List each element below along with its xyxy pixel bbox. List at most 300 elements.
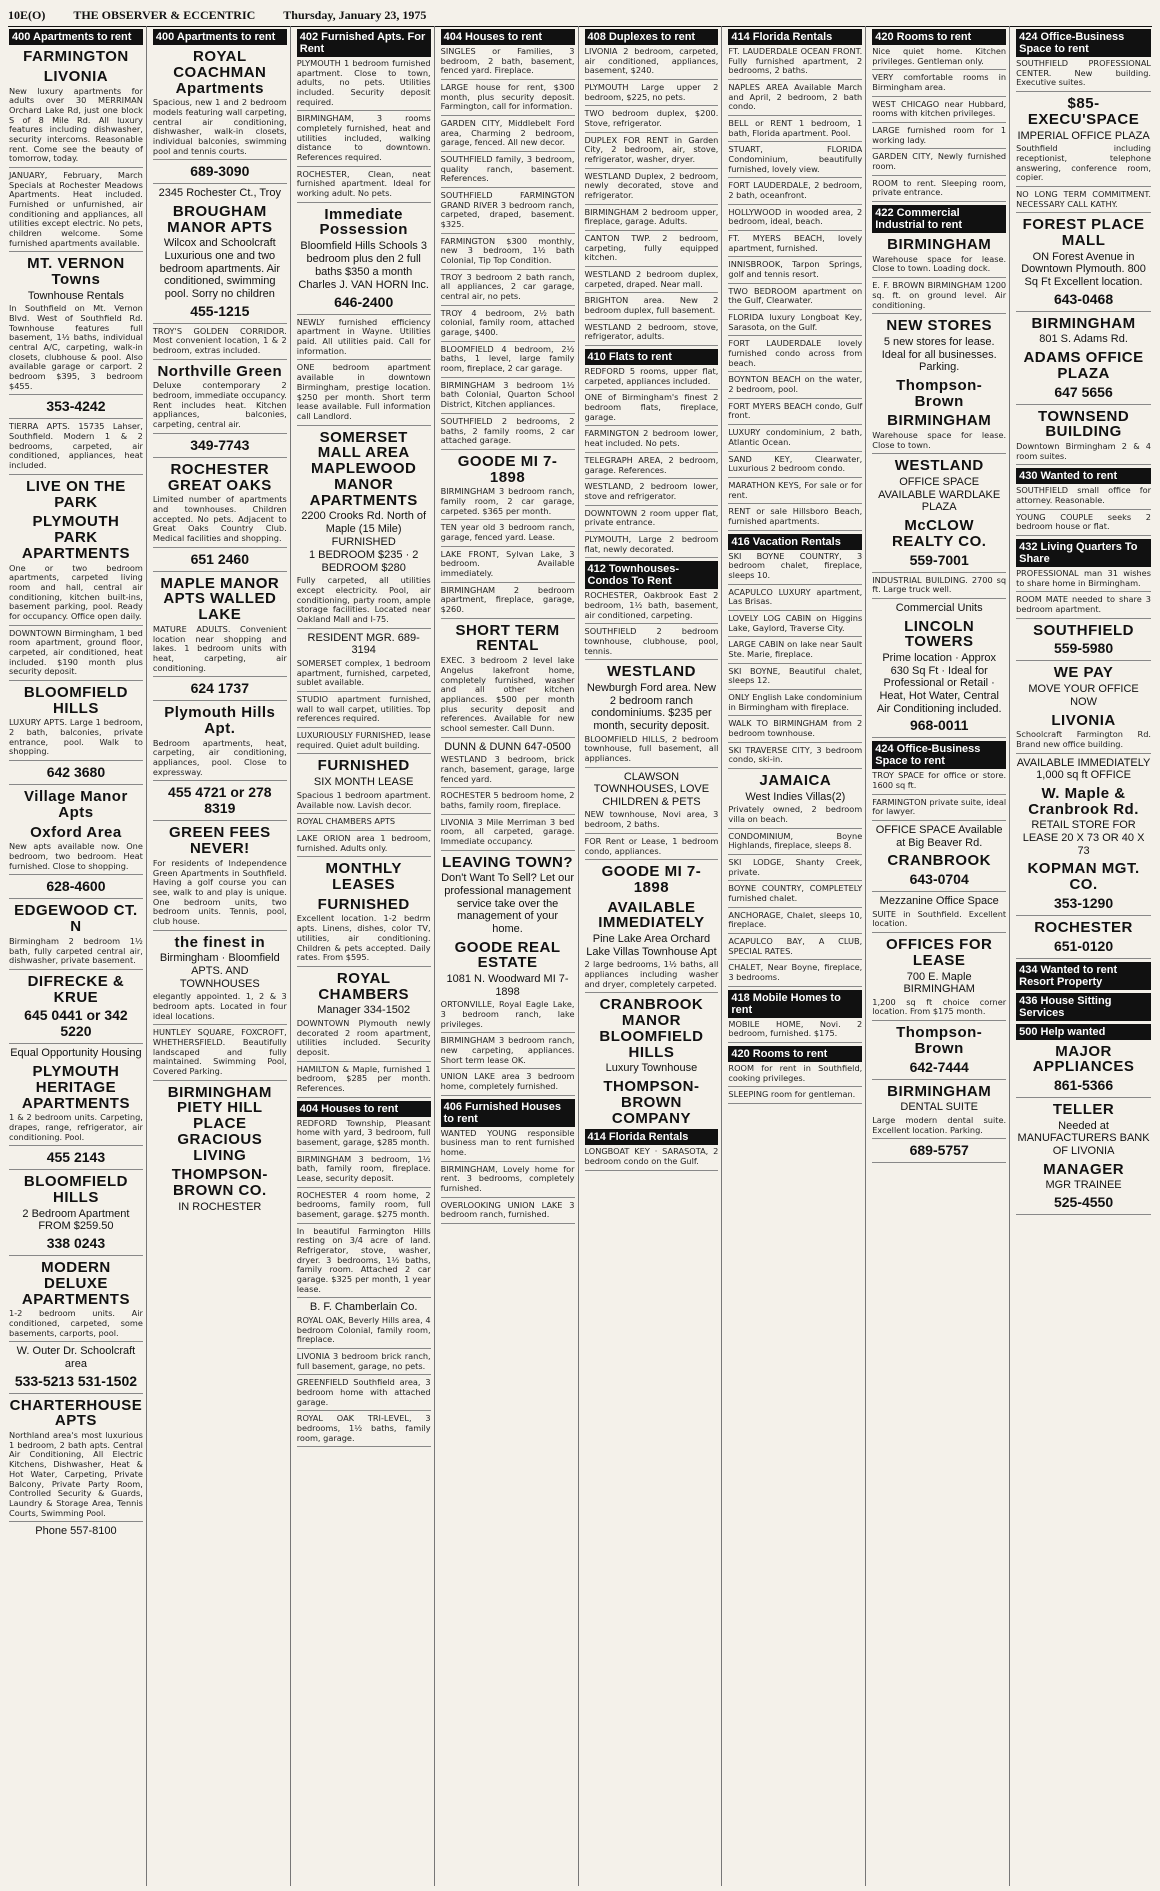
divider	[585, 425, 719, 426]
ad-subline: Luxury Townhouse	[605, 1062, 698, 1075]
section-header: 400 Apartments to rent	[153, 29, 287, 45]
ad-subline: DUNN & DUNN 647-0500	[444, 740, 571, 753]
phone-number: 689-3090	[190, 163, 250, 180]
ad-subline: RESIDENT MGR. 689-3194	[307, 631, 420, 657]
divider	[441, 1223, 575, 1224]
divider	[297, 727, 431, 728]
classified-ad: FLORIDA luxury Longboat Key, Sarasota, on the Gulf.	[728, 312, 863, 332]
ad-headline: CHARTERHOUSE APTS	[9, 1396, 143, 1430]
divider	[585, 859, 719, 860]
classified-ad: ANCHORAGE, Chalet, sleeps 10, fireplace.	[728, 909, 863, 930]
ad-subline: 700 E. Maple BIRMINGHAM	[903, 970, 975, 996]
section-header: 404 Houses to rent	[297, 1101, 431, 1117]
divider	[1016, 660, 1151, 661]
ad-headline: CRANBROOK MANOR BLOOMFIELD HILLS	[599, 996, 704, 1061]
ad-subline: IMPERIAL OFFICE PLAZA	[1017, 129, 1150, 142]
divider	[441, 269, 575, 270]
divider	[297, 425, 431, 426]
classified-ad: TEN year old 3 bedroom ranch, garage, fenced yard. Lease.	[440, 522, 575, 543]
divider	[153, 780, 287, 781]
ad-headline: Plymouth Hills Apt.	[164, 704, 276, 737]
divider	[585, 168, 719, 169]
section-header: 402 Furnished Apts. For Rent	[297, 29, 431, 57]
divider	[872, 598, 1006, 599]
classified-ad: DOWNTOWN 2 room upper flat, private entrance.	[584, 507, 719, 528]
ad-subline: Equal Opportunity Housing	[10, 1047, 142, 1060]
ad-headline: BLOOMFIELD HILLS	[23, 683, 129, 717]
divider	[9, 1255, 143, 1256]
classified-ad: SAND KEY, Clearwater, Luxurious 2 bedroom condo.	[728, 453, 863, 474]
ad-subline: Birmingham · Bloomfield APTS. AND TOWNHOUSES	[159, 952, 280, 990]
divider	[297, 1348, 431, 1349]
classified-ad: BOYNE COUNTRY, COMPLETELY furnished chalet.	[728, 883, 863, 904]
classified-ad: LUXURIOUSLY FURNISHED, lease required. Quiet adult building.	[296, 730, 431, 750]
divider	[297, 1097, 431, 1098]
divider	[728, 230, 862, 231]
ad-headline: TELLER	[1052, 1101, 1115, 1119]
divider	[728, 451, 862, 452]
classified-ad: ROCHESTER 5 bedroom home, 2 baths, family room, fireplace.	[440, 790, 575, 810]
phone-number: 525-4550	[1053, 1194, 1114, 1211]
divider	[728, 854, 862, 855]
divider	[9, 680, 143, 681]
ad-subline: Newburgh Ford area. New 2 bedroom ranch condominiums. $235 per month, security deposit.	[586, 681, 716, 732]
classified-ad: SOUTHFIELD family, 3 bedroom, quality ranch, basement. References.	[440, 154, 575, 184]
classified-ad: ROOM for rent in Southfield, cooking privileges.	[728, 1063, 863, 1083]
classified-ad: BIRMINGHAM, Lovely home for rent. 3 bedrooms, completely furnished.	[440, 1163, 575, 1194]
divider	[728, 477, 862, 478]
divider	[153, 1080, 287, 1081]
classified-ad: ROOM to rent. Sleeping room, private entrance.	[872, 177, 1007, 198]
classified-ad: STUDIO apartment furnished, wall to wall carpet, utilities. Top references required.	[296, 694, 431, 724]
divider	[9, 1145, 143, 1146]
phone-number: 643-0468	[1053, 290, 1114, 307]
divider	[728, 398, 862, 399]
divider	[585, 1170, 719, 1171]
ad-headline: BROUGHAM MANOR APTS	[167, 202, 273, 236]
section-header: 406 Furnished Houses to rent	[441, 1099, 575, 1127]
divider	[585, 557, 719, 558]
divider	[9, 625, 143, 626]
classified-ad: LARGE furnished room for 1 working lady.	[872, 125, 1007, 145]
classified-ad: TROY'S GOLDEN CORRIDOR. Most convenient location, 1 & 2 bedroom, extras included.	[152, 325, 287, 355]
divider	[441, 1095, 575, 1096]
classified-ad: Limited number of apartments and townhouses. Children accepted. No pets. Adjacent to Great Oaks Country Club. Medical facilities and shopping.	[152, 494, 287, 543]
divider	[872, 1162, 1006, 1163]
divider	[153, 359, 287, 360]
ad-headline: MAJOR APPLIANCES	[1032, 1042, 1135, 1076]
ad-headline: NEW STORES	[886, 317, 992, 335]
divider	[153, 820, 287, 821]
divider	[153, 547, 287, 548]
classified-ad: TWO BEDROOM apartment on the Gulf, Clearwater.	[728, 285, 863, 306]
ad-headline: ROCHESTER GREAT OAKS	[167, 460, 272, 494]
divider	[728, 283, 862, 284]
divider	[585, 319, 719, 320]
classified-ad: CANTON TWP. 2 bedroom, carpeting, fully equipped kitchen.	[584, 233, 719, 263]
classified-ad: LARGE house for rent, $300 month, plus security deposit. Farmington, call for information.	[440, 82, 575, 112]
divider	[9, 1043, 143, 1044]
ad-headline: LINCOLN TOWERS	[904, 617, 975, 651]
phone-number: 455-1215	[190, 302, 250, 319]
phone-number: 647 5656	[1054, 383, 1113, 400]
divider	[872, 572, 1006, 573]
divider	[441, 850, 575, 851]
classified-ad: TIERRA APTS. 15735 Lahser, Southfield. Modern 1 & 2 bedrooms, carpeted, air conditioned, appliances, heat included.	[9, 421, 143, 471]
divider	[9, 874, 143, 875]
classified-ad: TWO bedroom duplex, $200. Stove, refrigerator.	[584, 108, 719, 129]
classified-ad: FARMINGTON 2 bedroom lower, heat included. No pets.	[584, 428, 719, 449]
classified-columns	[6, 26, 1154, 1886]
divider	[441, 1161, 575, 1162]
classified-ad: WESTLAND 3 bedroom, brick ranch, basement, garage, large fenced yard.	[440, 754, 575, 784]
divider	[441, 233, 575, 234]
classified-ad: BIRMINGHAM 3 bedroom ranch, new carpeting, appliances. Short term lease OK.	[440, 1035, 575, 1065]
divider	[728, 715, 862, 716]
ad-subline: 2 Bedroom Apartment FROM $259.50	[22, 1207, 130, 1233]
classified-ad: CONDOMINIUM, Boyne Highlands, fireplace, sleeps 8.	[728, 830, 863, 851]
ad-headline: GREEN FEES NEVER!	[168, 824, 271, 858]
ad-subline: Wilcox and Schoolcraft Luxurious one and two bedroom apartments. Air conditioned, swimming pool. Sorry no children	[159, 237, 281, 300]
classified-ad: Downtown Birmingham 2 & 4 room suites.	[1016, 441, 1151, 461]
divider	[872, 313, 1006, 314]
divider	[1016, 958, 1151, 959]
classified-ad: TROY 4 bedroom, 2½ bath colonial, family room, attached garage, $400.	[440, 307, 575, 338]
divider	[441, 1032, 575, 1033]
divider	[1016, 91, 1151, 92]
divider	[441, 787, 575, 788]
classified-ad: WESTLAND, 2 bedroom lower, stove and refrigerator.	[584, 481, 719, 501]
phone-number: 455 2143	[46, 1149, 106, 1166]
classified-ad: SOUTHFIELD small office for attorney. Reasonable.	[1016, 485, 1151, 506]
ad-subline: Pine Lake Area Orchard Lake Villas Townhouse Apt	[586, 933, 717, 958]
classified-ad: LIVONIA 3 Mile Merriman 3 bed room, all carpeted, garage. Immediate occupancy.	[440, 816, 575, 846]
ad-subline: OFFICE SPACE AVAILABLE WARDLAKE PLAZA	[878, 476, 1001, 514]
divider	[728, 986, 862, 987]
classified-ad: BRIGHTON area. New 2 bedroom duplex, full basement.	[584, 295, 719, 316]
section-header: 418 Mobile Homes to rent	[728, 990, 862, 1018]
divider	[297, 1446, 431, 1447]
divider	[153, 571, 287, 572]
divider	[1016, 915, 1151, 916]
divider	[297, 314, 431, 315]
divider	[1016, 509, 1151, 510]
phone-number: 353-4242	[46, 398, 106, 415]
classified-ad: WALK TO BIRMINGHAM from 2 bedroom townhouse.	[728, 718, 863, 738]
divider	[872, 737, 1006, 738]
ad-headline: CRANBROOK	[887, 852, 992, 870]
ad-headline: TOWNSEND BUILDING	[1037, 407, 1130, 441]
classified-ad: REDFORD Township, Pleasant home with yard, 3 bedroom, full basement, garage, $285 month.	[296, 1117, 431, 1148]
divider	[728, 371, 862, 372]
classified-ad: ROCHESTER, Oakbrook East 2 bedroom, 1½ bath, basement, air conditioned, carpeting.	[584, 590, 719, 620]
divider	[441, 1197, 575, 1198]
divider	[297, 1061, 431, 1062]
section-header: 424 Office-Business Space to rent	[872, 741, 1006, 769]
phone-number: 861-5366	[1053, 1077, 1114, 1094]
divider	[297, 1410, 431, 1411]
classified-ad: LUXURY condominium, 2 bath, Atlantic Ocean.	[728, 427, 863, 447]
column-3	[294, 26, 435, 1886]
ad-headline: ROYAL CHAMBERS	[318, 969, 410, 1003]
divider	[1016, 535, 1151, 536]
ad-headline: BIRMINGHAM	[887, 412, 992, 430]
classified-ad: One or two bedroom apartments, carpeted living room and hall, central air conditioning, kitchen built-ins, basement parking, pool. Ready for occupancy. Office open daily.	[9, 562, 143, 621]
divider	[153, 159, 287, 160]
classified-ad: STUART, FLORIDA Condominium, beautifully furnished, lovely view.	[728, 144, 863, 174]
divider	[153, 323, 287, 324]
divider	[585, 833, 719, 834]
divider	[728, 1103, 862, 1104]
divider	[728, 689, 862, 690]
column-7	[869, 26, 1010, 1886]
ad-headline: FURNISHED	[317, 895, 410, 913]
divider	[441, 737, 575, 738]
classified-ad: BIRMINGHAM 3 bedroom, 1½ bath, family room, fireplace. Lease, security deposit.	[296, 1153, 431, 1184]
classified-ad: elegantly appointed. 1, 2 & 3 bedroom apts. Located in four ideal locations.	[152, 991, 287, 1021]
classified-ad: ONE bedroom apartment available in downtown Birmingham, prestige location. $250 per month. Short term lease available. Full information call Landlord.	[296, 362, 431, 421]
divider	[9, 760, 143, 761]
phone-number: 338 0243	[46, 1235, 106, 1252]
classified-ad: Spacious, new 1 and 2 bedroom models featuring wall carpeting, central air conditioning, dishwasher, walk-in closets, individual balconies, swimming pool and tennis courts.	[152, 97, 287, 156]
divider	[728, 907, 862, 908]
divider	[9, 898, 143, 899]
ad-headline: BLOOMFIELD HILLS	[23, 1173, 129, 1207]
phone-number: 651 2460	[190, 550, 250, 567]
classified-ad: DUPLEX FOR RENT in Garden City, 2 bedroom, air, stove, refrigerator, washer, dryer.	[584, 134, 719, 165]
divider	[441, 1068, 575, 1069]
classified-ad: LUXURY APTS. Large 1 bedroom, 2 bath, balconies, private entrance, pool. Walk to shopping.	[9, 717, 143, 757]
ad-headline: LIVONIA	[1051, 711, 1116, 729]
classified-ad: For residents of Independence Green Apartments in Southfield. Having a golf course you can see, walk to and play is unique. One bedroom units, two bedroom units. Tennis, pool, club house.	[152, 857, 287, 926]
phone-number: 642-7444	[909, 1058, 969, 1075]
classified-ad: LIVONIA 2 bedroom, carpeted, air conditioned, appliances, basement, $240.	[584, 46, 719, 76]
classified-ad: ONE of Birmingham's finest 2 bedroom flats, fireplace, garage.	[584, 392, 719, 422]
ad-headline: KOPMAN MGT. CO.	[1027, 860, 1140, 894]
classified-ad: In beautiful Farmington Hills resting on 3/4 acre of land. Refrigerator, stove, washer, dryer. 3 bedrooms, 1½ baths, family room. Attached 2 car garage. $325 per month, 1 year lease.	[296, 1225, 431, 1294]
section-header: 408 Duplexes to rent	[585, 29, 719, 45]
ad-subline: 1081 N. Woodward MI 7-1898	[446, 973, 569, 998]
classified-ad: FORT LAUDERDALE, 2 bedroom, 2 bath, oceanfront.	[728, 180, 863, 201]
classified-ad: ONLY English Lake condominium in Birmingham with fireplace.	[728, 691, 863, 712]
divider	[153, 457, 287, 458]
classified-ad: FARMINGTON $300 monthly, new 3 bedroom, 1½ bath Colonial, Tip Top Condition.	[440, 235, 575, 266]
ad-headline: MT. VERNON Towns	[27, 255, 125, 288]
divider	[297, 628, 431, 629]
column-1	[6, 26, 147, 1886]
phone-number: 968-0011	[909, 717, 969, 734]
classified-ad: CHALET, Near Boyne, fireplace, 3 bedrooms.	[728, 962, 863, 983]
divider	[872, 1079, 1006, 1080]
ad-subline: Bloomfield Hills Schools 3 bedroom plus den 2 full baths $350 a month	[300, 240, 427, 278]
classified-ad: WESTLAND 2 bedroom, stove, refrigerator, adults.	[584, 321, 719, 342]
column-2	[150, 26, 291, 1886]
divider	[872, 794, 1006, 795]
divider	[728, 141, 862, 142]
divider	[441, 449, 575, 450]
classified-ad: SOUTHFIELD FARMINGTON GRAND RIVER 3 bedroom ranch, carpeted, draped, basement. $325.	[440, 190, 575, 230]
classified-ad: NO LONG TERM COMMITMENT. NECESSARY CALL KATHY.	[1016, 188, 1151, 209]
divider	[872, 453, 1006, 454]
section-header: 412 Townhouses-Condos To Rent	[585, 561, 719, 589]
section-header: 432 Living Quarters To Share	[1016, 539, 1151, 567]
classified-ad: EXEC. 3 bedroom 2 level lake Angelus lakefront home, completely furnished, washer and all other kitchen appliances. $500 per month plus security deposit and references. Available for new school semester. Call Dunn.	[440, 655, 575, 733]
divider	[872, 122, 1006, 123]
classified-ad: BIRMINGHAM 3 bedroom 1½ bath Colonial, Quarton School District, Kitchen appliances.	[440, 379, 575, 410]
phone-number: 624 1737	[190, 680, 250, 697]
divider	[1016, 753, 1151, 754]
classified-ad: DOWNTOWN Birmingham, 1 bed room apartment, ground floor, carpeted, air conditioned, heat included. $190 month plus security deposit.	[9, 627, 143, 677]
ad-headline: SOMERSET MALL AREA MAPLEWOOD MANOR APARTMENTS	[309, 428, 418, 509]
divider	[1016, 1214, 1151, 1215]
divider	[728, 959, 862, 960]
divider	[728, 663, 862, 664]
classified-ad: TROY 3 bedroom 2 bath ranch, all appliances, 2 car garage, central air, no pets.	[440, 271, 575, 302]
divider	[297, 110, 431, 111]
ad-headline: BIRMINGHAM	[1031, 314, 1136, 332]
ad-headline: ROCHESTER	[1034, 918, 1133, 936]
divider	[728, 309, 862, 310]
classified-ad: SUITE in Southfield. Excellent location.	[872, 908, 1007, 929]
divider	[441, 413, 575, 414]
divider	[441, 546, 575, 547]
divider	[585, 230, 719, 231]
ad-subline: 2345 Rochester Ct., Troy	[158, 187, 281, 200]
divider	[441, 305, 575, 306]
ad-headline: FOREST PLACE MALL	[1022, 216, 1145, 249]
classified-ad: FT. LAUDERDALE OCEAN FRONT. Fully furnished apartment, 2 bedrooms, 2 baths.	[728, 46, 863, 76]
ad-subline: MGR TRAINEE	[1045, 1179, 1122, 1192]
ad-subline: SIX MONTH LEASE	[313, 776, 414, 789]
divider	[872, 148, 1006, 149]
classified-ad: DOWNTOWN Plymouth newly decorated 2 room apartment, utilities included. Security deposit.	[296, 1017, 431, 1057]
classified-ad: Warehouse space for lease. Close to town.	[872, 430, 1007, 450]
divider	[728, 933, 862, 934]
divider	[441, 519, 575, 520]
ad-subline: Townhouse Rentals	[27, 289, 124, 302]
classified-ad: BIRMINGHAM 2 bedroom apartment, fireplace, garage, $260.	[440, 584, 575, 615]
divider	[728, 503, 862, 504]
classified-ad: INDUSTRIAL BUILDING. 2700 sq ft. Large truck well.	[872, 574, 1007, 595]
classified-ad: NAPLES AREA Available March and April, 2 bedroom, 2 bath condo.	[728, 82, 863, 112]
divider	[441, 341, 575, 342]
ad-headline: ROYAL COACHMAN Apartments	[173, 48, 267, 97]
divider	[297, 753, 431, 754]
divider	[585, 478, 719, 479]
classified-ad: Bedroom apartments, heat, carpeting, air conditioning, appliances, pool. Close to expressway.	[152, 737, 287, 777]
classified-ad: 1 & 2 bedroom units. Carpeting, drapes, range, refrigerator, air conditioning. Pool.	[9, 1112, 143, 1142]
classified-ad: SKI BOYNE, Beautiful chalet, sleeps 12.	[728, 665, 863, 686]
ad-headline: BIRMINGHAM	[887, 1082, 992, 1100]
section-header: 410 Flats to rent	[585, 349, 719, 365]
classified-ad: E. F. BROWN BIRMINGHAM 1200 sq. ft. on ground level. Air conditioning.	[872, 280, 1007, 310]
classified-ad: Privately owned, 2 bedroom villa on beach.	[728, 804, 863, 825]
divider	[1016, 591, 1151, 592]
divider	[585, 266, 719, 267]
ad-headline: WESTLAND	[606, 663, 696, 681]
divider	[872, 277, 1006, 278]
ad-headline: SHORT TERM RENTAL	[455, 621, 560, 655]
ad-headline: LIVONIA	[43, 67, 109, 85]
divider	[872, 1020, 1006, 1021]
classified-ad: LIVONIA 3 bedroom brick ranch, full basement, garage, no pets.	[296, 1351, 431, 1371]
classified-ad: Northland area's most luxurious 1 bedroom, 2 bath apts. Central Air Conditioning, All Electric Kitchens, Dishwasher, Heat & Hot Water, Carpeting, Private Balcony, Private Party Room, Controlled Security & Guards, Laundry & Storage Area, Tennis Courts, Swimming Pool.	[9, 1430, 143, 1518]
ad-subline: W. Outer Dr. Schoolcraft area	[16, 1345, 136, 1370]
ad-headline: AVAILABLE IMMEDIATELY	[598, 898, 705, 932]
phone-number: 559-5980	[1053, 640, 1114, 657]
classified-ad: Excellent location. 1-2 bedrm apts. Linens, dishes, color TV, utilities, air conditioning. Children & pets accepted. Daily rates. From $595.	[296, 913, 431, 963]
classified-ad: FOR Rent or Lease, 1 bedroom condo, appliances.	[584, 835, 719, 856]
divider	[872, 891, 1006, 892]
divider	[1016, 186, 1151, 187]
ad-headline: Thompson-Brown	[896, 1024, 983, 1057]
phone-number: 642 3680	[46, 764, 106, 781]
classified-ad: MOBILE HOME, Novi. 2 bedroom, furnished. $175.	[728, 1018, 863, 1039]
ad-headline: $85-EXECU'SPACE	[1027, 95, 1140, 128]
section-header: 416 Vacation Rentals	[728, 534, 862, 550]
phone-number: 353-1290	[1053, 894, 1114, 911]
classified-ad: BLOOMFIELD HILLS, 2 bedroom townhouse, full basement, all appliances.	[584, 733, 719, 763]
divider	[728, 256, 862, 257]
ad-subline: IN ROCHESTER	[178, 1200, 262, 1213]
divider	[1016, 311, 1151, 312]
divider	[728, 335, 862, 336]
classified-ad: Birmingham 2 bedroom 1½ bath, fully carpeted central air, dishwasher, private basement.	[9, 935, 143, 966]
classified-ad: OVERLOOKING UNION LAKE 3 bedroom ranch, furnished.	[440, 1199, 575, 1220]
divider	[297, 1223, 431, 1224]
classified-ad: TELEGRAPH AREA, 2 bedroom, garage. References.	[584, 454, 719, 475]
classified-ad: BOYNTON BEACH on the water, 2 bedroom, pool.	[728, 374, 863, 395]
classified-ad: Southfield including receptionist, telephone answering, conference room, copier.	[1016, 143, 1151, 183]
ad-subline: Commercial Units	[895, 601, 983, 614]
section-header: 420 Rooms to rent	[872, 29, 1006, 45]
divider	[9, 969, 143, 970]
ad-headline: LIVE ON THE PARK	[26, 477, 126, 511]
classified-ad: WANTED YOUNG responsible business man to rent furnished home.	[440, 1127, 575, 1158]
ad-headline: MONTHLY LEASES	[325, 860, 402, 893]
classified-ad: YOUNG COUPLE seeks 2 bedroom house or flat.	[1016, 511, 1151, 532]
divider	[153, 433, 287, 434]
classified-ad: WESTLAND Duplex, 2 bedroom, newly decorated, stove and refrigerator.	[584, 170, 719, 201]
divider	[1016, 464, 1151, 465]
phone-number: 628-4600	[46, 878, 106, 895]
ad-headline: PLYMOUTH HERITAGE APARTMENTS	[21, 1063, 130, 1112]
classified-ad: ROOM MATE needed to share 3 bedroom apartment.	[1016, 594, 1151, 615]
divider	[153, 700, 287, 701]
divider	[297, 166, 431, 167]
classified-ad: LAKE FRONT, Sylvan Lake, 3 bedroom. Available immediately.	[440, 548, 575, 579]
ad-headline: THOMPSON-BROWN COMPANY	[603, 1078, 700, 1127]
divider	[297, 1187, 431, 1188]
divider	[9, 784, 143, 785]
classified-ad: VERY comfortable rooms in Birmingham area.	[872, 72, 1007, 93]
divider	[441, 79, 575, 80]
classified-ad: Warehouse space for lease. Close to town. Loading dock.	[872, 253, 1007, 274]
divider	[9, 418, 143, 419]
ad-headline: Village Manor Apts	[24, 788, 128, 821]
classified-ad: REDFORD 5 rooms, upper flat, carpeted, appliances included.	[584, 366, 719, 386]
divider	[728, 79, 862, 80]
column-5	[582, 26, 723, 1886]
ad-headline: Oxford Area	[30, 823, 122, 841]
classified-ad: HUNTLEY SQUARE, FOXCROFT, WHETHERSFIELD. Beautifully landscaped and fully maintained. Swimming Pool, Covered Parking.	[152, 1027, 287, 1076]
ad-subline: Don't Want To Sell? Let our professional management service take over the management of your home.	[441, 872, 575, 935]
ad-subline: MOVE YOUR OFFICE NOW	[1028, 683, 1139, 708]
classified-ad: Spacious 1 bedroom apartment. Available now. Lavish decor.	[296, 789, 431, 810]
divider	[585, 623, 719, 624]
divider	[872, 201, 1006, 202]
page-number: 10E(O)	[8, 7, 46, 22]
